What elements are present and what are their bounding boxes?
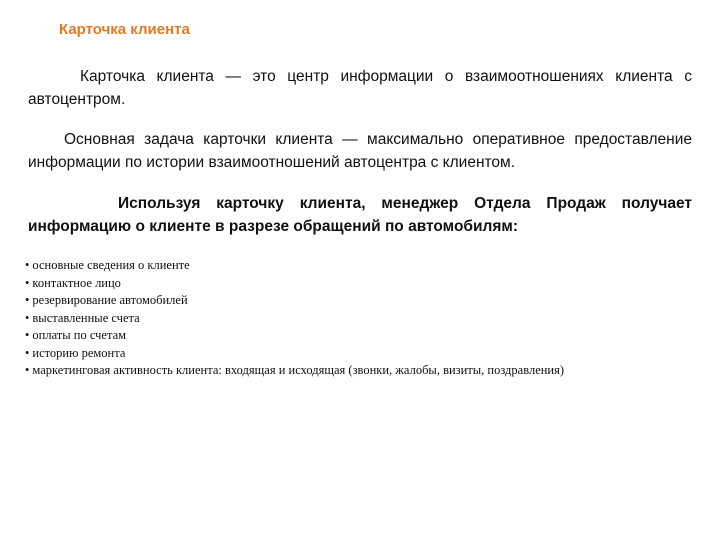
manager-info-paragraph: Используя карточку клиента, менеджер Отдела Продаж получает информацию о клиенте в разрезе обращений по автомобилям:: [28, 195, 692, 235]
list-item: [25, 362, 564, 380]
list-item: [25, 292, 564, 310]
bullet-icon: •: [25, 258, 30, 272]
list-item: [25, 310, 564, 328]
list-item-label: маркетинговая активность клиента: входящая и исходящая (звонки, жалобы, визиты, поздравления): [32, 363, 565, 377]
intro-paragraph: Карточка клиента — это центр информации о взаимоотношениях клиента с автоцентром.: [28, 68, 692, 108]
list-item-label: историю ремонта: [32, 345, 126, 360]
list-item: [25, 275, 564, 293]
list-item: [25, 345, 564, 363]
list-item-label: контактное лицо: [32, 275, 121, 290]
list-item: [25, 327, 564, 345]
bullet-icon: •: [25, 363, 30, 377]
client-info-list: [25, 257, 564, 380]
bullet-icon: •: [25, 345, 30, 360]
main-task-paragraph: Основная задача карточки клиента — максимально оперативное предоставление информации по истории взаимоотношений автоцентра с клиентом.: [28, 131, 692, 171]
bullet-icon: •: [25, 310, 30, 325]
bullet-icon: •: [25, 328, 30, 342]
bullet-icon: •: [25, 293, 30, 307]
list-item: [25, 257, 564, 275]
list-item-label: выставленные счета: [32, 310, 140, 325]
list-item-label: основные сведения о клиенте: [32, 258, 190, 272]
list-item-label: оплаты по счетам: [32, 328, 127, 342]
list-item-label: резервирование автомобилей: [32, 293, 188, 307]
bullet-icon: •: [25, 275, 30, 290]
page-title: Карточка клиента: [59, 21, 190, 38]
